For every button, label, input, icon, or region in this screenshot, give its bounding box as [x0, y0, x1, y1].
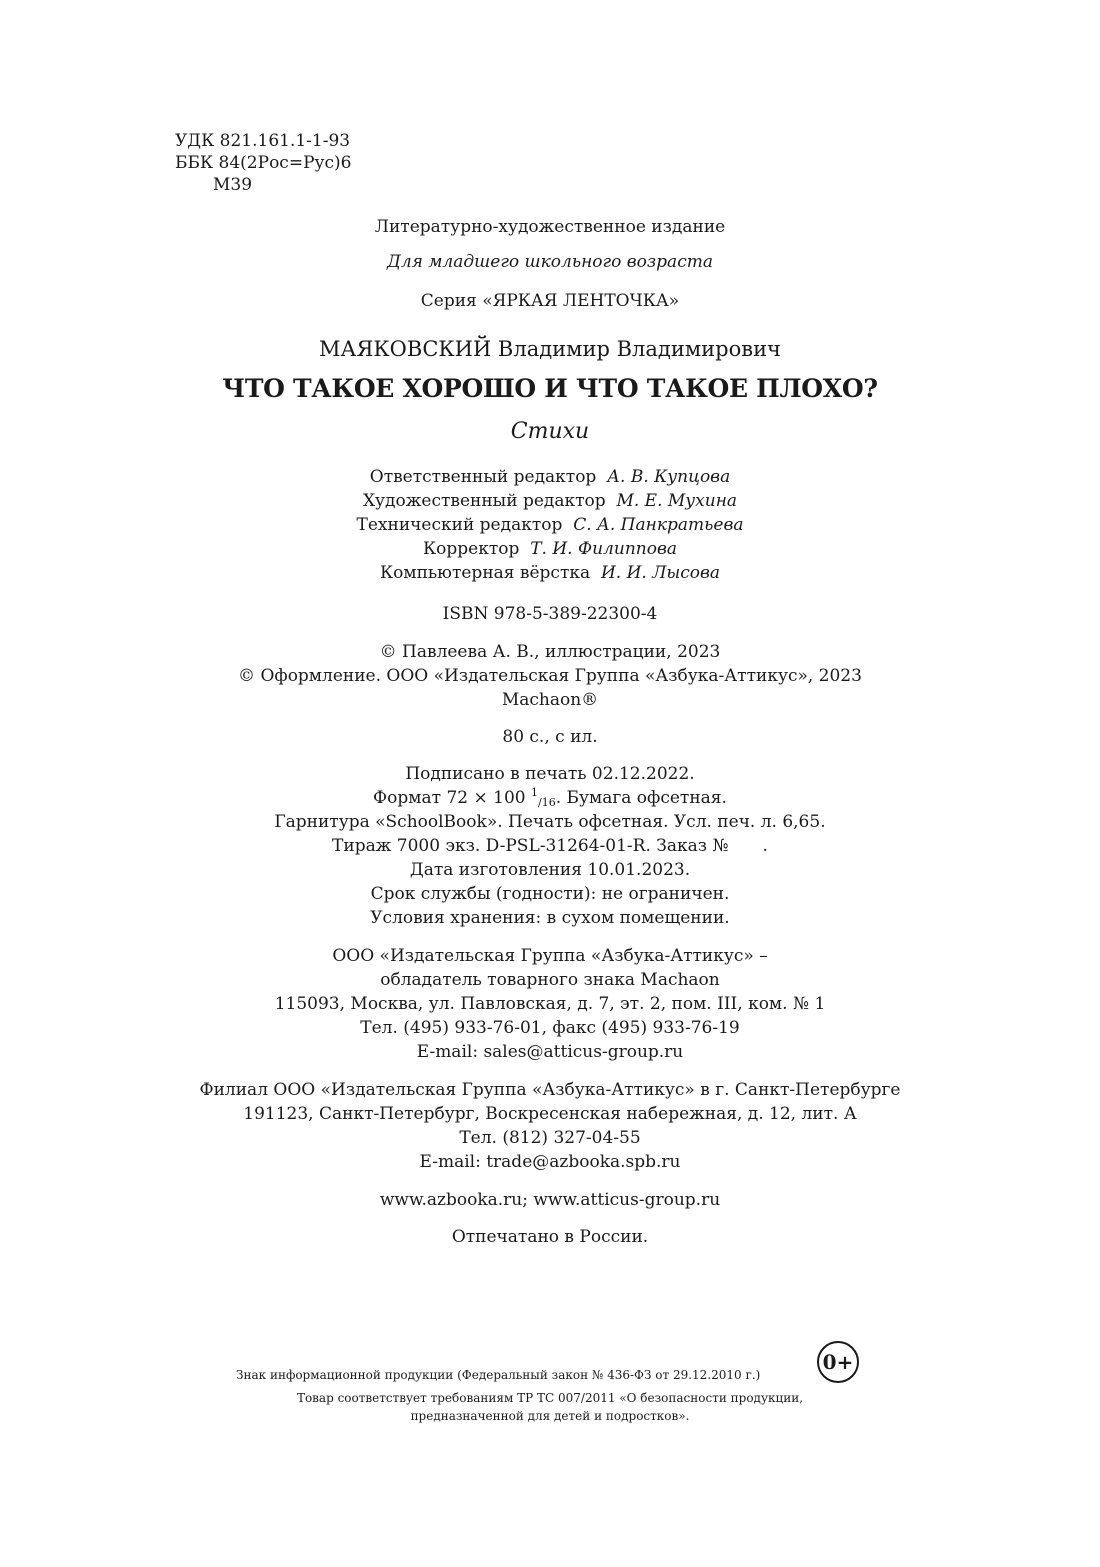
age-group: Для младшего школьного возраста [387, 252, 713, 272]
credit-name: М. Е. Мухина [616, 491, 738, 511]
isbn: ISBN 978-5-389-22300-4 [442, 604, 658, 624]
format-denominator: 16 [541, 796, 556, 809]
branch-line: Филиал ООО «Издательская Группа «Азбука-Аттикус» в г. Санкт-Петербурге [199, 1080, 901, 1100]
edition-type: Литературно-художественное издание [374, 217, 726, 237]
format-line: Формат 72 × 100 $^1$/16. Бумага офсетная. [373, 786, 727, 809]
run-end: . [762, 836, 768, 856]
author-name: МАЯКОВСКИЙ Владимир Владимирович [319, 337, 781, 361]
branch-email: E-mail: trade@azbooka.spb.ru [419, 1152, 681, 1172]
compliance-line: предназначенной для детей и подростков». [410, 1409, 690, 1423]
credit-name: И. И. Лысова [600, 563, 721, 583]
publisher-line: 115093, Москва, ул. Павловская, д. 7, эт. 2, пом. III, ком. № 1 [274, 994, 826, 1014]
series: Серия «ЯРКАЯ ЛЕНТОЧКА» [420, 291, 680, 311]
author-mark: М39 [213, 175, 253, 195]
storage-conditions: Условия хранения: в сухом помещении. [370, 908, 730, 928]
copyright-line: © Павлеева А. В., иллюстрации, 2023 [379, 642, 721, 662]
websites: www.azbooka.ru; www.atticus-group.ru [379, 1190, 721, 1210]
made-date: Дата изготовления 10.01.2023. [409, 860, 691, 880]
credit-role: Ответственный редактор [369, 467, 597, 487]
credit-name: Т. И. Филиппова [530, 539, 677, 559]
printed-in: Отпечатано в России. [451, 1227, 649, 1247]
page-count: 80 с., с ил. [502, 727, 598, 747]
publisher-line: Тел. (495) 933-76-01, факс (495) 933-76-19 [360, 1018, 740, 1038]
credit-line [0, 514, 1100, 536]
credit-line [0, 466, 1100, 488]
credit-role: Технический редактор [356, 515, 563, 535]
credit-role: Художественный редактор [362, 491, 606, 511]
publisher-line: обладатель товарного знака Machaon [380, 970, 720, 990]
credit-line [0, 490, 1100, 512]
copyright-line: © Оформление. ООО «Издательская Группа «Азбука-Аттикус», 2023 [238, 666, 862, 686]
info-sign-text: Знак информационной продукции (Федеральный закон № 436-ФЗ от 29.12.2010 г.) [236, 1368, 761, 1382]
branch-line: Тел. (812) 327-04-55 [459, 1128, 641, 1148]
compliance-line: Товар соответствует требованиям ТР ТС 007/2011 «О безопасности продукции, [296, 1391, 804, 1405]
bbk-code: ББК 84(2Рос=Рус)6 [175, 153, 352, 173]
publisher-line: ООО «Издательская Группа «Азбука-Аттикус» – [332, 946, 768, 966]
book-title: ЧТО ТАКОЕ ХОРОШО И ЧТО ТАКОЕ ПЛОХО? [222, 374, 878, 403]
format-suffix: . Бумага офсетная. [555, 788, 727, 808]
credit-name: С. А. Панкратьева [573, 515, 744, 535]
udk-code: УДК 821.161.1-1-93 [175, 131, 351, 151]
run-line [0, 835, 1100, 857]
format-numerator: 1 [530, 786, 538, 799]
branch-line: 191123, Санкт-Петербург, Воскресенская набережная, д. 12, лит. А [243, 1104, 857, 1124]
credit-role: Компьютерная вёрстка [379, 563, 591, 583]
book-subtitle: Стихи [510, 419, 590, 444]
signed-date: Подписано в печать 02.12.2022. [405, 764, 695, 784]
credit-role: Корректор [423, 539, 520, 559]
typeface-line: Гарнитура «SchoolBook». Печать офсетная. Усл. печ. л. 6,65. [274, 812, 826, 832]
credit-line [0, 562, 1100, 584]
publisher-email: E-mail: sales@atticus-group.ru [416, 1042, 684, 1062]
credit-line [0, 538, 1100, 560]
format-prefix: Формат 72 × 100 [373, 788, 526, 808]
run-text: Тираж 7000 экз. D-PSL-31264-01-R. Заказ № [332, 836, 729, 856]
copyright-line: Machaon® [501, 690, 599, 710]
shelf-life: Срок службы (годности): не ограничен. [370, 884, 730, 904]
age-rating-badge: 0+ [817, 1341, 859, 1383]
credit-name: А. В. Купцова [607, 467, 731, 487]
